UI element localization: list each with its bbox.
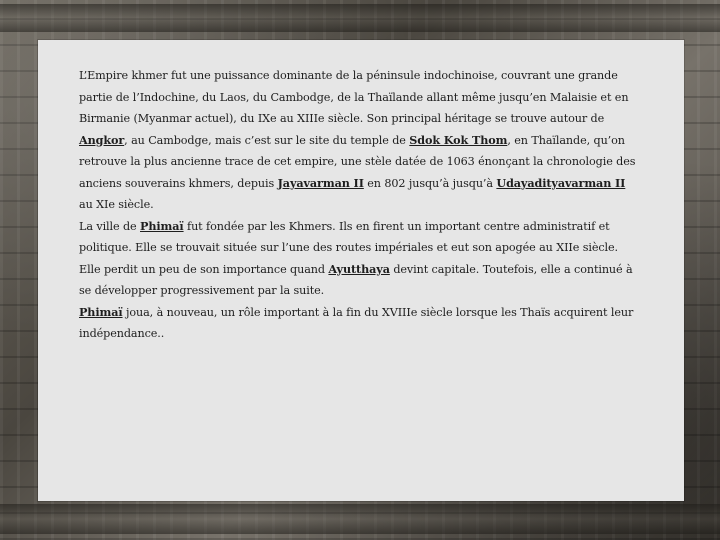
text-run: joua, à nouveau, un rôle important à la fin du XVIIIe siècle lorsque les Thaïs acquirent leur indépendance.. (79, 305, 634, 340)
link-jayavarman-ii[interactable]: Jayavarman II (277, 175, 364, 190)
stone-texture-top (0, 4, 720, 32)
text-run: La ville de (79, 219, 141, 233)
text-run: , au Cambodge, mais c’est sur le site du temple de (124, 133, 410, 147)
link-phimai[interactable]: Phimaï (79, 304, 123, 319)
link-ayutthaya[interactable]: Ayutthaya (328, 261, 390, 276)
paragraph-khmer-empire (79, 65, 639, 216)
stone-texture-bottom (0, 504, 720, 534)
text-run: devint capitale. Toutefois, elle a continué à se développer progressivement par la suite. (79, 262, 633, 297)
text-panel (38, 40, 684, 501)
paragraph-phimai-role (79, 302, 639, 345)
link-angkor[interactable]: Angkor (79, 132, 125, 147)
text-run: au XIe siècle. (79, 198, 154, 211)
text-run: fut fondée par les Khmers. Ils en firent un important centre administratif et politique. Elle se trouvait située sur l’une des routes impériales et eut son apogée au XIIe siècle. Elle perdit un peu de son importance quand (79, 219, 618, 276)
text-run: , en Thaïlande, qu’on retrouve la plus ancienne trace de cet empire, une stèle datée de 1063 énonçant la chronologie des anciens souverains khmers, depuis (79, 133, 636, 190)
text-run: en 802 jusqu’à jusqu’à (363, 176, 497, 190)
paragraph-phimai-founding (79, 216, 639, 302)
link-udayadityavarman-ii[interactable]: Udayadityavarman II (496, 175, 626, 190)
body-text (79, 65, 639, 345)
link-sdok-kok-thom[interactable]: Sdok Kok Thom (409, 132, 508, 147)
text-run: L’Empire khmer fut une puissance dominante de la péninsule indochinoise, couvrant une grande partie de l’Indochine, du Laos, du Cambodge, de la Thaïlande allant même jusqu’en Malaisie et en Birmanie (Myanmar actuel), du IXe au XIIIe siècle. Son principal héritage se trouve autour de (79, 69, 629, 125)
link-phimai[interactable]: Phimaï (140, 218, 184, 233)
